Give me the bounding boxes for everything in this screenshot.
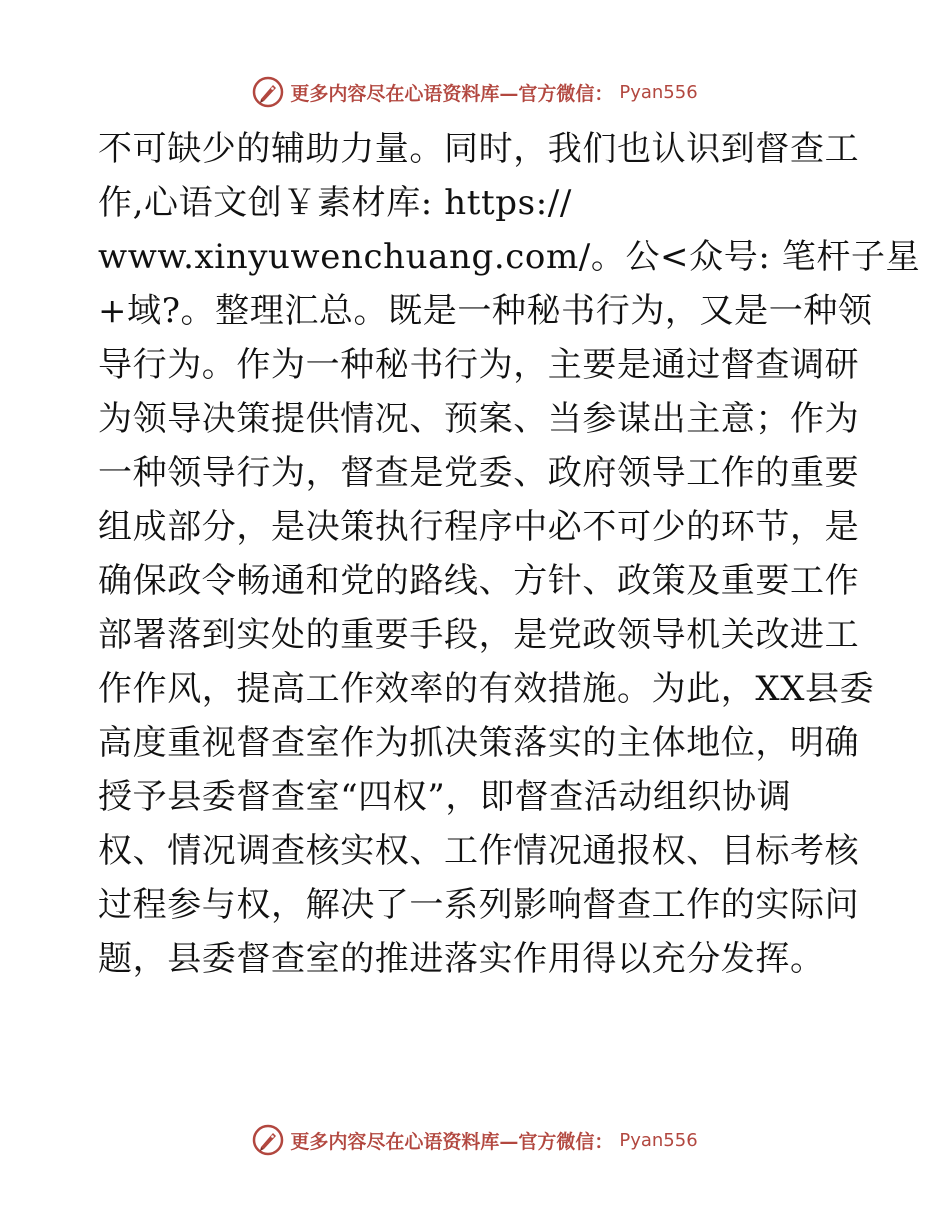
banner-text: 更多内容尽在心语资料库—官方微信： <box>290 82 614 105</box>
document-body <box>98 122 921 986</box>
body-line: 授予县委督查室“四权”，即督查活动组织协调 <box>98 777 792 817</box>
body-line: 作作风，提高工作效率的有效措施。为此，XX县委 <box>98 669 875 709</box>
body-line: 为领导决策提供情况、预案、当参谋出主意；作为 <box>98 399 860 439</box>
body-line: 作,心语文创￥素材库: https:// <box>98 183 572 223</box>
body-line: 权、情况调查核实权、工作情况通报权、目标考核 <box>98 831 860 871</box>
body-line: 过程参与权，解决了一系列影响督查工作的实际问 <box>98 885 860 925</box>
body-line: 不可缺少的辅助力量。同时，我们也认识到督查工 <box>98 129 860 169</box>
wechat-id: Pyan556 <box>619 1129 698 1151</box>
body-line: +域?。整理汇总。既是一种秘书行为，又是一种领 <box>98 291 873 331</box>
wechat-id: Pyan556 <box>619 81 698 103</box>
body-line: 题，县委督查室的推进落实作用得以充分发挥。 <box>98 939 825 979</box>
body-line: 部署落到实处的重要手段，是党政领导机关改进工 <box>98 615 860 655</box>
body-line: 组成部分，是决策执行程序中必不可少的环节，是 <box>98 507 860 547</box>
banner-text: 更多内容尽在心语资料库—官方微信： <box>290 1130 614 1153</box>
body-line: www.xinyuwenchuang.com/。公<众号: 笔杆子星 <box>98 237 921 277</box>
body-line: 高度重视督查室作为抓决策落实的主体地位，明确 <box>98 723 860 763</box>
header-banner <box>0 72 950 112</box>
pen-nib-logo-icon <box>252 76 284 108</box>
body-line: 确保政令畅通和党的路线、方针、政策及重要工作 <box>98 561 860 601</box>
body-line: 导行为。作为一种秘书行为，主要是通过督查调研 <box>98 345 860 385</box>
footer-banner <box>0 1120 950 1160</box>
body-line: 一种领导行为，督查是党委、政府领导工作的重要 <box>98 453 860 493</box>
pen-nib-logo-icon <box>252 1124 284 1156</box>
